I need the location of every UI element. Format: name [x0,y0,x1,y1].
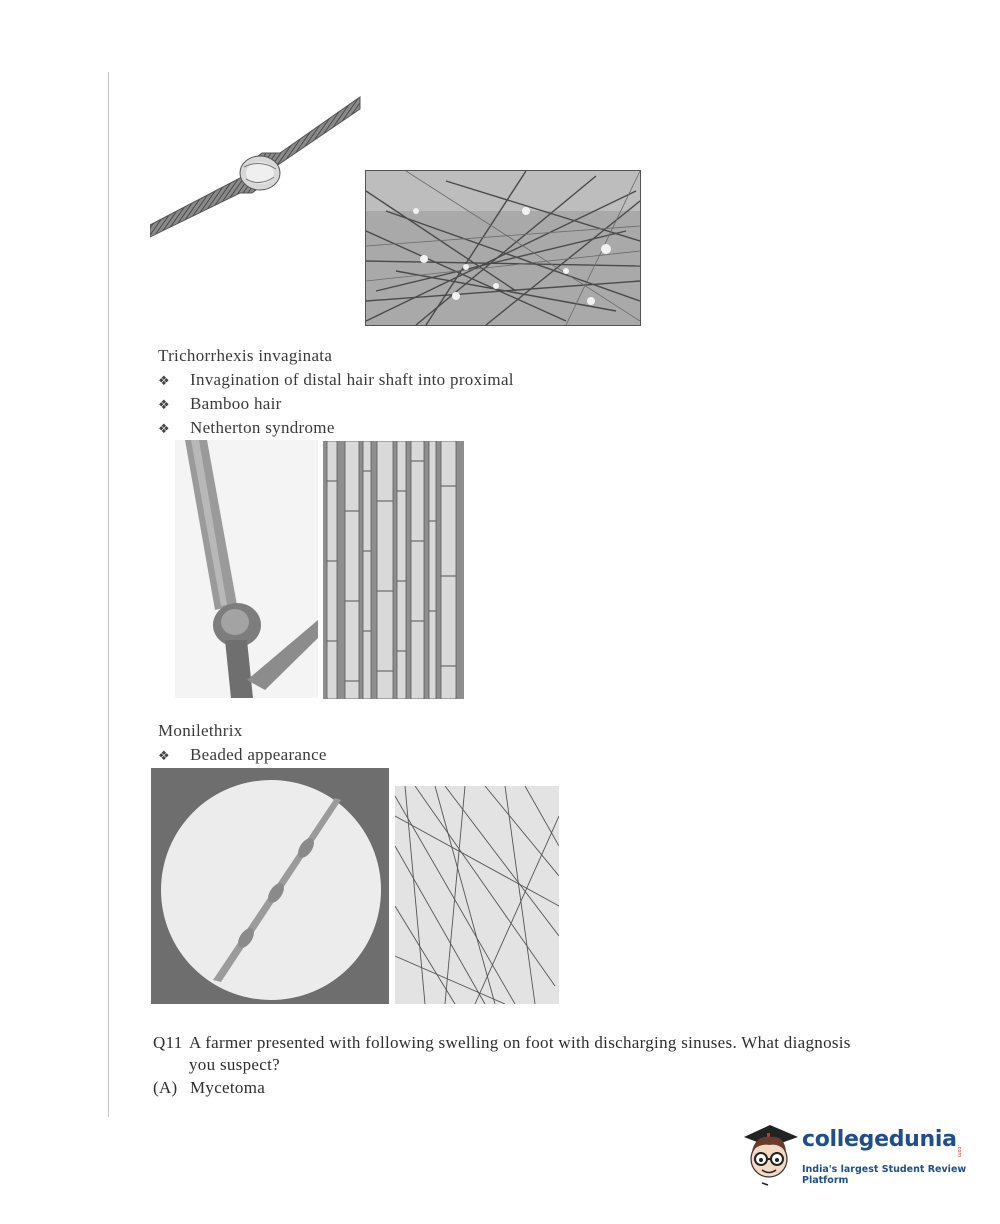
brand-tagline: India's largest Student Review Platform [802,1164,967,1186]
bullet-text: Bamboo hair [190,394,282,413]
bullet-icon: ❖ [158,398,170,413]
question-line-2: you suspect? [189,1055,280,1074]
bullet-item [158,370,514,390]
question-line-1 [153,1033,851,1053]
hair-clinical-photo [365,170,641,326]
bullet-icon: ❖ [158,374,170,389]
margin-rule [108,72,109,1117]
section-heading: Monilethrix [158,721,243,740]
bullet-text: Invagination of distal hair shaft into proximal [190,370,514,389]
monilethrix-microscope-image [151,768,389,1004]
brand-name: collegedunia [802,1127,957,1152]
bullet-icon: ❖ [158,422,170,437]
option-label: (A) [153,1078,178,1097]
answer-option [153,1078,265,1098]
question-text: A farmer presented with following swelling on foot with discharging sinuses. What diagnosis [189,1033,851,1052]
bamboo-photo [323,441,464,699]
bullet-text: Netherton syndrome [190,418,335,437]
section-heading: Trichorrhexis invaginata [158,346,333,365]
option-text: Mycetoma [190,1078,266,1097]
monilethrix-hairs-photo [395,786,559,1004]
mascot-icon [740,1115,800,1190]
bullet-text: Beaded appearance [190,745,327,764]
hair-shaft-node-image [150,95,362,240]
bullet-icon: ❖ [158,749,170,764]
brand-logo [740,1115,980,1190]
bamboo-hair-micrograph [175,440,318,698]
brand-domain: .com [956,1145,962,1158]
bullet-item [158,745,327,765]
question-number: Q11 [153,1033,183,1052]
bullet-item [158,394,282,414]
bullet-item [158,418,335,438]
